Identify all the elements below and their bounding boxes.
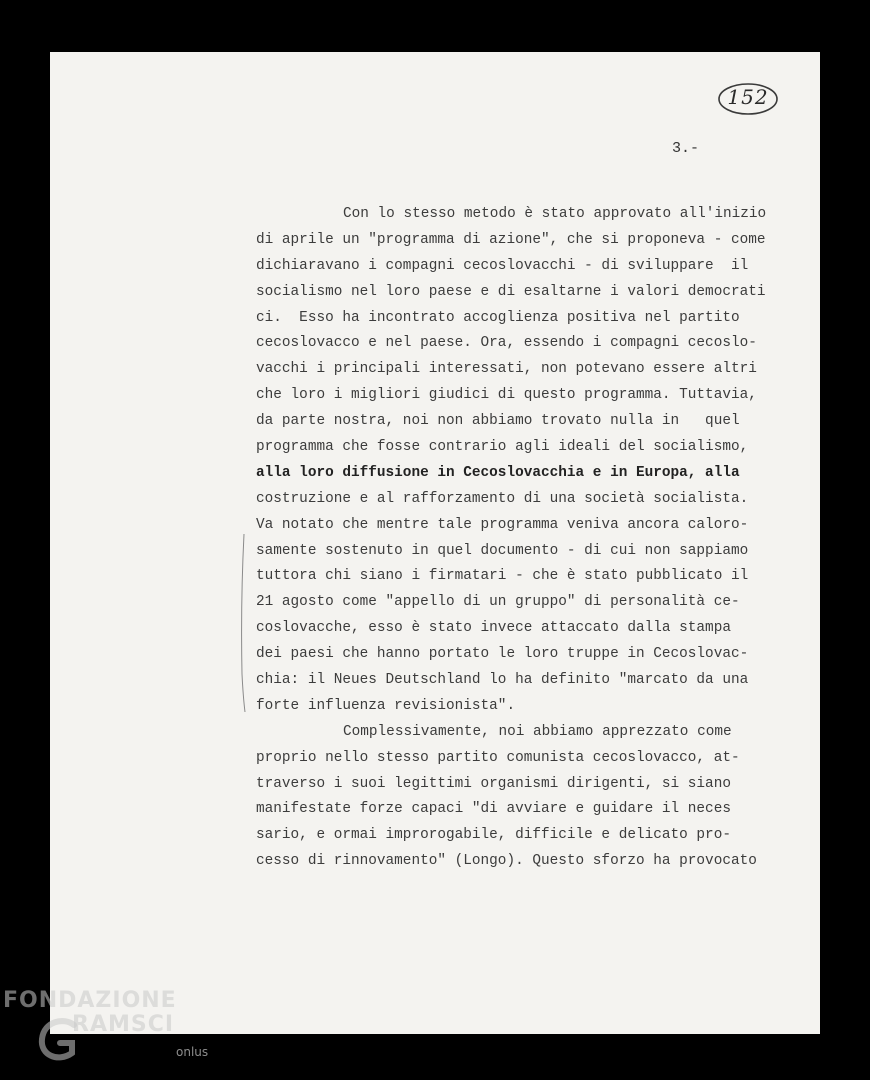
text-line: costruzione e al rafforzamento di una società socialista.	[256, 490, 749, 507]
text-line: proprio nello stesso partito comunista cecoslovacco, at-	[256, 749, 740, 766]
text-line: alla loro diffusione in Cecoslovacchia e in Europa, alla	[256, 464, 740, 481]
margin-mark	[240, 534, 246, 712]
document-page	[50, 52, 820, 1034]
watermark-line1: FONDAZIONE	[3, 988, 177, 1013]
text-line: dichiaravano i compagni cecoslovacchi - di sviluppare il	[256, 257, 749, 274]
text-line: vacchi i principali interessati, non potevano essere altri	[256, 361, 757, 378]
text-line: programma che fosse contrario agli ideali del socialismo,	[256, 439, 749, 456]
text-line: Va notato che mentre tale programma veniva ancora caloro-	[256, 516, 749, 533]
text-line: sario, e ormai improrogabile, difficile e delicato pro-	[256, 827, 731, 844]
text-line: traverso i suoi legittimi organismi dirigenti, si siano	[256, 775, 731, 792]
text-line: manifestate forze capaci "di avviare e guidare il neces	[256, 801, 731, 818]
text-line: coslovacche, esso è stato invece attaccato dalla stampa	[256, 620, 731, 637]
page-number: 3.-	[672, 140, 700, 157]
text-line: forte influenza revisionista".	[256, 697, 516, 714]
text-line: 21 agosto come "appello di un gruppo" di personalità ce-	[256, 594, 740, 611]
text-line: dei paesi che hanno portato le loro truppe in Cecoslovac-	[256, 646, 749, 663]
text-line: chia: il Neues Deutschland lo ha definito "marcato da una	[256, 672, 749, 689]
text-line: samente sostenuto in quel documento - di cui non sappiamo	[256, 542, 749, 559]
text-line: ci. Esso ha incontrato accoglienza positiva nel partito	[256, 309, 740, 326]
watermark-line2: RAMSCI	[72, 1012, 175, 1037]
watermark-logo	[0, 985, 230, 1080]
folio-number: 152	[727, 85, 769, 109]
text-line: Complessivamente, noi abbiamo apprezzato come	[343, 723, 732, 740]
typewritten-text	[256, 202, 786, 875]
text-line: tuttora chi siano i firmatari - che è stato pubblicato il	[256, 568, 749, 585]
text-line: Con lo stesso metodo è stato approvato all'inizio	[343, 206, 767, 222]
text-line: che loro i migliori giudici di questo programma. Tuttavia,	[256, 387, 757, 404]
watermark-sub: onlus	[176, 1045, 209, 1059]
text-line: da parte nostra, noi non abbiamo trovato nulla in quel	[256, 413, 740, 430]
text-line: di aprile un "programma di azione", che si proponeva - come	[256, 231, 766, 248]
folio-stamp	[716, 82, 780, 116]
text-line: cesso di rinnovamento" (Longo). Questo sforzo ha provocato	[256, 853, 757, 870]
text-line: cecoslovacco e nel paese. Ora, essendo i compagni cecoslo-	[256, 335, 757, 352]
text-line: socialismo nel loro paese e di esaltarne i valori democrati	[256, 283, 766, 300]
